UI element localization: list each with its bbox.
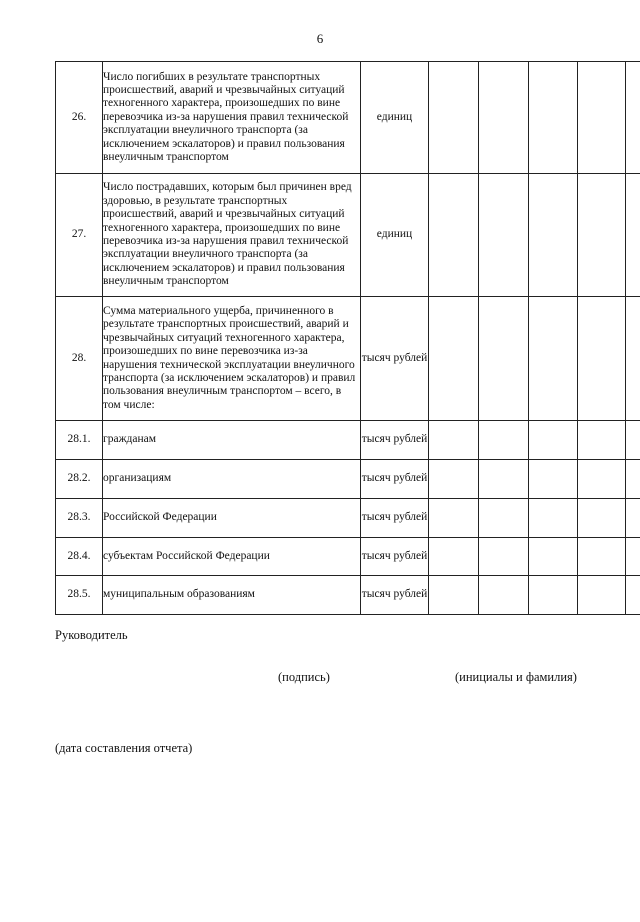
value-cell — [578, 538, 626, 576]
value-cell — [479, 538, 529, 576]
value-cell — [529, 499, 578, 538]
table-row — [56, 421, 640, 460]
value-cell — [529, 538, 578, 576]
value-cell — [529, 576, 578, 615]
row-unit: тысяч рублей — [361, 499, 429, 538]
head-label: Руководитель — [55, 628, 128, 642]
row-unit: единиц — [361, 174, 429, 297]
row-number: 26. — [56, 62, 103, 174]
value-cell — [578, 174, 626, 297]
value-cell — [626, 62, 640, 174]
value-cell — [578, 421, 626, 460]
value-cell — [429, 174, 479, 297]
row-description: организациям — [103, 460, 361, 499]
row-description: субъектам Российской Федерации — [103, 538, 361, 576]
value-cell — [429, 538, 479, 576]
value-cell — [578, 460, 626, 499]
value-cell — [429, 297, 479, 421]
value-cell — [578, 297, 626, 421]
value-cell — [626, 460, 640, 499]
value-cell — [626, 576, 640, 615]
row-unit: тысяч рублей — [361, 576, 429, 615]
value-cell — [429, 499, 479, 538]
table-row — [56, 174, 640, 297]
value-cell — [529, 297, 578, 421]
table-row — [56, 460, 640, 499]
date-label: (дата составления отчета) — [55, 741, 193, 755]
row-description: муниципальным образованиям — [103, 576, 361, 615]
value-cell — [479, 576, 529, 615]
row-unit: единиц — [361, 62, 429, 174]
table-row — [56, 538, 640, 576]
value-cell — [479, 421, 529, 460]
value-cell — [479, 297, 529, 421]
initials-label: (инициалы и фамилия) — [455, 670, 577, 684]
row-description: Сумма материального ущерба, причиненного в результате транспортных происшествий, аварий и чрезвычайных ситуаций техногенного характера, произошедших по вине перевозчика из-за нарушения технической эксплуатации внеуличного транспорта (за исключением эскалаторов) и правил пользования внеуличным транспортом – всего, в том числе: — [103, 297, 361, 421]
value-cell — [626, 538, 640, 576]
value-cell — [529, 62, 578, 174]
row-description: гражданам — [103, 421, 361, 460]
value-cell — [578, 576, 626, 615]
value-cell — [578, 499, 626, 538]
value-cell — [479, 174, 529, 297]
value-cell — [479, 62, 529, 174]
page-number: 6 — [316, 31, 324, 46]
row-number: 28.3. — [56, 499, 103, 538]
row-number: 28. — [56, 297, 103, 421]
value-cell — [479, 499, 529, 538]
row-number: 28.2. — [56, 460, 103, 499]
report-table — [55, 61, 640, 615]
table-row — [56, 62, 640, 174]
row-number: 28.1. — [56, 421, 103, 460]
row-number: 28.4. — [56, 538, 103, 576]
value-cell — [626, 174, 640, 297]
row-unit: тысяч рублей — [361, 538, 429, 576]
value-cell — [429, 576, 479, 615]
table-row — [56, 576, 640, 615]
value-cell — [626, 421, 640, 460]
row-number: 27. — [56, 174, 103, 297]
row-description: Число пострадавших, которым был причинен вред здоровью, в результате транспортных происшествий, аварий и чрезвычайных ситуаций техногенного характера, произошедших по вине перевозчика из-за нарушения правил технической эксплуатации внеуличного транспорта (за исключением эскалаторов) и правил пользования внеуличным транспортом — [103, 174, 361, 297]
value-cell — [529, 421, 578, 460]
table-row — [56, 297, 640, 421]
value-cell — [626, 499, 640, 538]
signature-label: (подпись) — [278, 670, 330, 684]
value-cell — [529, 174, 578, 297]
value-cell — [578, 62, 626, 174]
value-cell — [429, 421, 479, 460]
value-cell — [429, 62, 479, 174]
row-number: 28.5. — [56, 576, 103, 615]
value-cell — [529, 460, 578, 499]
value-cell — [479, 460, 529, 499]
value-cell — [429, 460, 479, 499]
row-unit: тысяч рублей — [361, 297, 429, 421]
row-description: Российской Федерации — [103, 499, 361, 538]
row-unit: тысяч рублей — [361, 460, 429, 499]
table-row — [56, 499, 640, 538]
value-cell — [626, 297, 640, 421]
row-unit: тысяч рублей — [361, 421, 429, 460]
row-description: Число погибших в результате транспортных происшествий, аварий и чрезвычайных ситуаций техногенного характера, произошедших по вине перевозчика из-за нарушения правил технической эксплуатации внеуличного транспорта (за исключением эскалаторов) и правил пользования внеуличным транспортом — [103, 62, 361, 174]
